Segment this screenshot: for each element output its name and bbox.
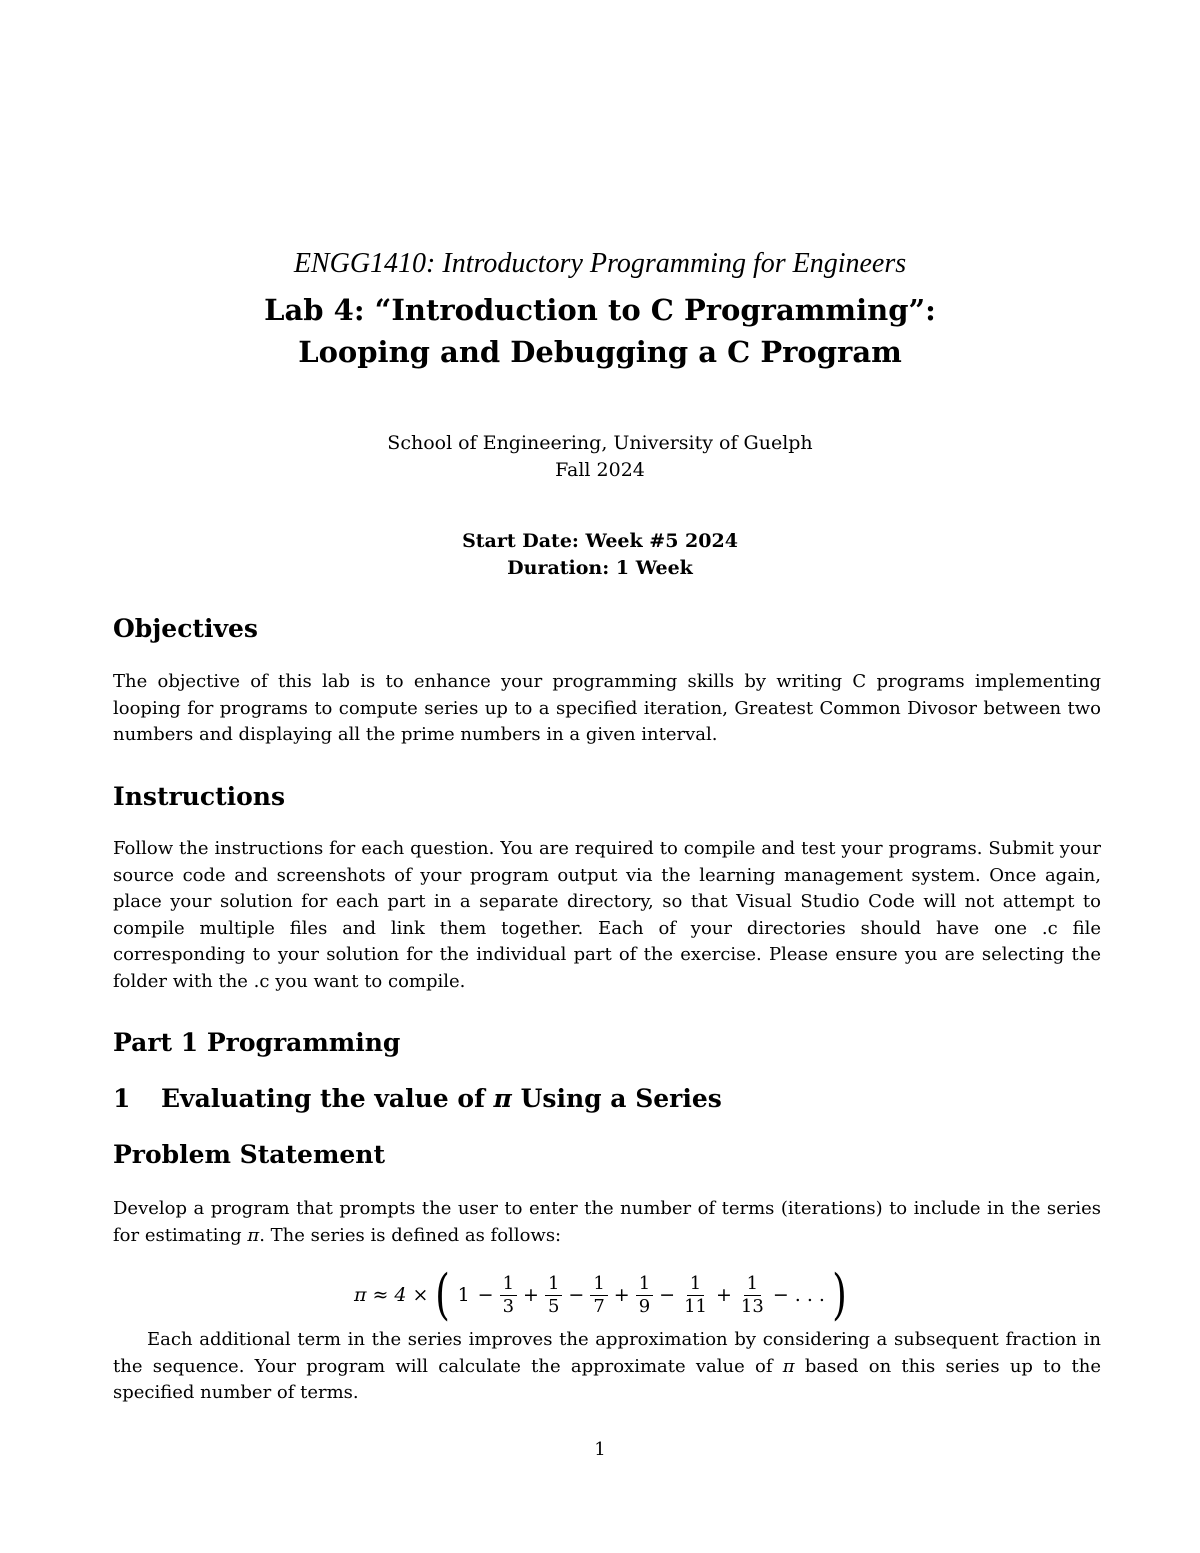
fraction: [498, 1273, 519, 1318]
term-sign: −: [568, 1284, 585, 1306]
pi-symbol: π: [493, 1084, 512, 1113]
left-paren: (: [435, 1263, 451, 1326]
denominator: 9: [638, 1295, 651, 1317]
numerator: 1: [545, 1273, 562, 1296]
numerator: 1: [636, 1273, 653, 1296]
instructions-text: Follow the instructions for each question. You are required to compile and test your programs. Submit your source code and screenshots of your program output via the learning management system. Once again, place your solution for each part in a separate directory, so that Visual Studio Code will not attempt to compile multiple files and link them together. Each of your directories should have one .c file corresponding to your solution for the individual part of the exercise. Please ensure you are selecting the folder with the .c you want to compile.: [113, 838, 1101, 992]
part1-heading: Part 1 Programming: [113, 1028, 401, 1057]
problem-text-1: [113, 1196, 1101, 1249]
pi-symbol: π: [247, 1224, 260, 1246]
equation-lhs: π ≈ 4 ×: [353, 1284, 429, 1306]
denominator: 5: [547, 1295, 560, 1317]
problem-text-2: [113, 1327, 1101, 1407]
numerator: 1: [744, 1273, 761, 1296]
objectives-text: The objective of this lab is to enhance your programming skills by writing C programs implementing looping for programs to compute series up to a specified iteration, Greatest Common Divosor between two numbers and displaying all the prime numbers in a given interval.: [113, 671, 1101, 746]
fraction: [588, 1273, 609, 1318]
numerator: 1: [687, 1273, 704, 1296]
fraction: [679, 1273, 712, 1318]
section-title-a: Evaluating the value of: [161, 1084, 485, 1113]
objectives-heading: Objectives: [113, 614, 258, 643]
pi-symbol: π: [782, 1355, 795, 1377]
term-sign: +: [523, 1284, 539, 1306]
start-date: Start Date: Week #5 2024: [462, 530, 738, 552]
problem-text-1b: . The series is defined as follows:: [259, 1224, 562, 1246]
problem-text-2b: based on this series up to the specified number of terms.: [113, 1355, 1101, 1404]
problem-statement-heading: Problem Statement: [113, 1140, 386, 1169]
numerator: 1: [590, 1273, 607, 1296]
fraction: [543, 1273, 564, 1318]
page-number: 1: [594, 1439, 606, 1460]
denominator: 7: [593, 1295, 605, 1317]
problem-text-1a: Develop a program that prompts the user to enter the number of terms (iterations) to include in the series for estimating: [113, 1198, 1101, 1246]
problem-text-2a: Each additional term in the series improves the approximation by considering a subsequent fraction in the sequence. Your program will calculate the approximate value of: [113, 1329, 1101, 1377]
term-sign: +: [613, 1284, 630, 1306]
right-paren: ): [832, 1263, 847, 1326]
instructions-heading: Instructions: [113, 782, 286, 811]
term: Fall 2024: [555, 459, 645, 481]
section-title-b: Using a Series: [520, 1084, 722, 1113]
numerator: 1: [500, 1273, 517, 1296]
course-title: ENGG1410: Introductory Programming for Engineers: [293, 248, 907, 279]
term-sign: −: [477, 1284, 494, 1306]
affiliation: School of Engineering, University of Guelph: [387, 432, 813, 454]
term-sign: −: [659, 1284, 676, 1306]
section-1-heading: [113, 1084, 722, 1113]
denominator: 3: [502, 1295, 515, 1317]
lab-title-line-1: Lab 4: “Introduction to C Programming”:: [264, 293, 936, 327]
term-sign: +: [715, 1284, 732, 1306]
section-number: 1: [113, 1084, 131, 1113]
fraction: [736, 1273, 769, 1318]
denominator: 13: [740, 1295, 764, 1317]
fraction: [634, 1273, 655, 1318]
lab-title-line-2: Looping and Debugging a C Program: [298, 335, 902, 369]
denominator: 11: [684, 1295, 707, 1317]
pi-series-equation: [0, 1265, 1200, 1325]
equation-tail: − . . .: [772, 1284, 825, 1306]
duration: Duration: 1 Week: [507, 557, 693, 579]
equation-first-term: 1: [457, 1284, 470, 1306]
